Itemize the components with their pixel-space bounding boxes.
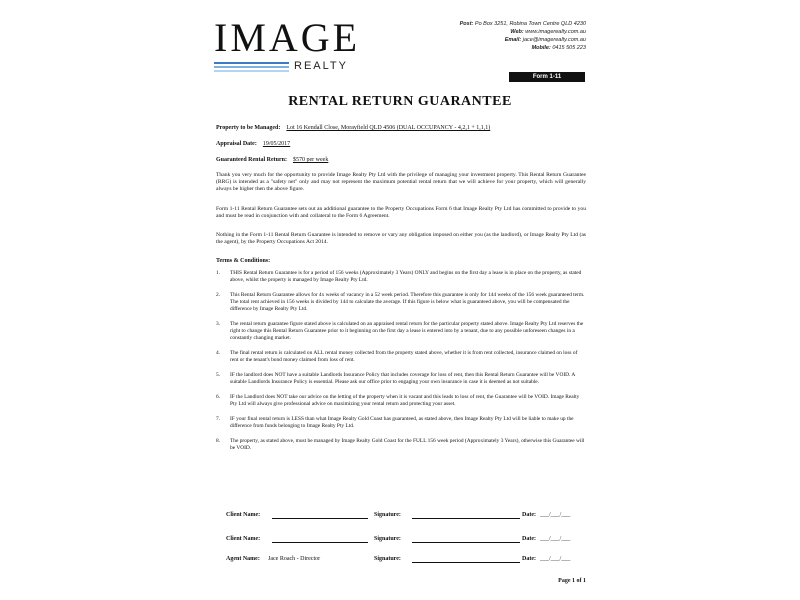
logo-stripe	[214, 62, 289, 64]
appraisal-label: Appraisal Date:	[216, 141, 257, 147]
rent-field	[216, 156, 328, 164]
signature-line[interactable]	[412, 536, 520, 543]
document-title: RENTAL RETURN GUARANTEE	[288, 94, 512, 109]
contact-email: Email: jace@imagerealty.com.au	[504, 37, 586, 43]
logo-word: IMAGE	[214, 15, 361, 60]
form-badge: Form 1-11	[509, 72, 585, 82]
property-field	[216, 124, 490, 132]
terms-list	[216, 270, 586, 460]
agent-name-value: Jace Roach - Director	[268, 556, 321, 562]
rent-label: Guaranteed Rental Return:	[216, 157, 287, 163]
date-label: Date:	[522, 512, 536, 518]
signature-line[interactable]	[412, 512, 520, 519]
client-signature-row-2	[216, 536, 586, 546]
contact-mobile: Mobile: 0415 505 223	[531, 45, 586, 51]
intro-paragraph: Thank you very much for the opportunity to provide Image Realty Pty Ltd with the privilege of managing your investment property. This Rental Return Guarantee (RRG) is intended as a "safety net" only and may not represent the maximum potential rental return that we will achieve for your property, which will generally always be higher then the above figure.	[216, 172, 586, 193]
property-label: Property to be Managed:	[216, 125, 281, 131]
obligation-paragraph: Nothing in the Form 1-11 Rental Return Guarantee is intended to remove or vary any obligation imposed on either you (as the landlord), or Image Realty Pty Ltd (as the agent), by the Property Occupations Act 2014.	[216, 232, 586, 246]
date-blank[interactable]: ___/___/___	[540, 556, 571, 562]
term-item: 7. IF your final rental return is LESS than what Image Realty Gold Coast has guaranteed, as stated above, then Image Realty Pty Ltd will be liable to make up the difference from funds belonging to Image Realty Pty Ltd.	[216, 416, 574, 429]
property-value: Lot 16 Kendall Close, Morayfield QLD 4506 (DUAL OCCUPANCY - 4,2,1 + 1,1,1)	[286, 125, 491, 131]
term-item: 5. IF the landlord does NOT have a suitable Landlords Insurance Policy that includes coverage for loss of rent, then this Rental Return Guarantee will be VOID. A suitable Landlords Insurance Policy is essential. Please ask our office prior to engaging your own insurance in case it is deemed as not suitable.	[216, 372, 576, 385]
rent-value: $570 per week	[293, 157, 329, 163]
contact-web: Web: www.imagerealty.com.au	[510, 29, 586, 35]
client-name-line[interactable]	[272, 512, 368, 519]
term-item: 3. The rental return guarantee figure stated above is calculated on an appraised rental return for the particular property stated above. Image Realty Pty Ltd reserves the right to change this Rental Return Guarantee prior to it beginning on the first day a lease is entered into by a tenant, due to any possible unforeseen changes in a constantly changing market.	[216, 321, 584, 341]
agent-name-label: Agent Name:	[226, 556, 260, 562]
term-item: 6. IF the Landlord does NOT take our advice on the letting of the property when it is vacant and this leads to loss of rent, the Guarantee will be VOID. Image Realty Pty Ltd will always give professional advice on maximizing your rental return and protecting your asset.	[216, 394, 580, 407]
signature-label: Signature:	[374, 536, 401, 542]
term-item: 8. The property, as stated above, must be managed by Image Realty Gold Coast for the FULL 156 week period (Approximately 3 Years), otherwise this Guarantee will be VOID.	[216, 438, 585, 451]
client-name-label: Client Name:	[226, 536, 261, 542]
page-number: Page 1 of 1	[558, 578, 586, 584]
appraisal-value: 19/05/2017	[262, 141, 291, 147]
signature-label: Signature:	[374, 556, 401, 562]
date-label: Date:	[522, 536, 536, 542]
client-name-line[interactable]	[272, 536, 368, 543]
image-realty-logo	[214, 15, 364, 72]
date-blank[interactable]: ___/___/___	[540, 512, 571, 518]
logo-stripe	[214, 66, 289, 68]
term-item: 1. THIS Rental Return Guarantee is for a period of 156 weeks (Approximately 3 Years) ONLY and begins on the first day a lease is in place on the property, as stated above, whilst the property is managed by Image Realty Pty Ltd.	[216, 270, 582, 283]
appraisal-field	[216, 140, 290, 148]
date-label: Date:	[522, 556, 536, 562]
logo-subword: REALTY	[294, 60, 348, 72]
client-signature-row-1	[216, 512, 586, 522]
form-paragraph: Form 1-11 Rental Return Guarantee sets out an additional guarantee to the Property Occupations Form 6 that Image Realty Pty Ltd has committed to provide to you and must be read in conjunction with and collateral to the Form 6 Agreement.	[216, 206, 586, 220]
term-item: 2. This Rental Return Guarantee allows for 4x weeks of vacancy in a 52 week period. Therefore this guarantee is only for 144 weeks of the 156 week guaranteed term. The total rent achieved in 156 weeks is divided by 144 to calculate the average. If this figure is below what is guaranteed above, you will be compensated the difference by Image Realty Pty Ltd.	[216, 292, 585, 312]
signature-label: Signature:	[374, 512, 401, 518]
agent-signature-row	[216, 556, 586, 566]
term-item: 4. The final rental return is calculated on ALL rental money collected from the property stated above, whether it is from rent collected, insurance claimed on loss of rent or the tenant's bond money claimed from loss of rent.	[216, 350, 578, 363]
logo-stripe	[214, 70, 289, 72]
signature-line[interactable]	[412, 556, 520, 563]
terms-title: Terms & Conditions:	[216, 258, 271, 264]
client-name-label: Client Name:	[226, 512, 261, 518]
contact-post: Post: Po Box 3251, Robina Town Centre QLD 4230	[459, 21, 586, 27]
date-blank[interactable]: ___/___/___	[540, 536, 571, 542]
contact-block	[366, 20, 586, 52]
